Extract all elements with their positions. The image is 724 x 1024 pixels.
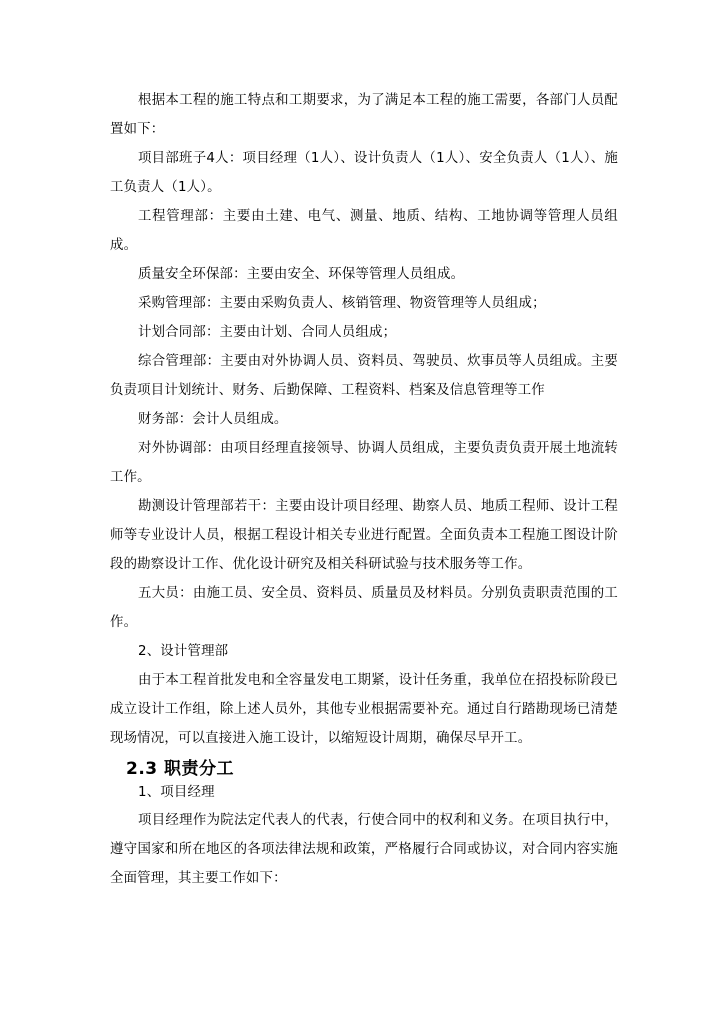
paragraph-project-manager-title: 1、项目经理 [138, 785, 215, 800]
paragraph-general-admin-dept: 综合管理部：主要由对外协调人员、资料员、驾驶员、炊事员等人员组成。主要负责项目计划统计、财务、后勤保障、工程资料、档案及信息管理等工作 [110, 354, 618, 398]
paragraph-five-staff: 五大员：由施工员、安全员、资料员、质量员及材料员。分别负责职责范围的工作。 [110, 586, 618, 630]
paragraph-quality-safety-dept: 质量安全环保部：主要由安全、环保等管理人员组成。 [138, 267, 465, 282]
paragraph-finance-dept: 财务部：会计人员组成。 [138, 412, 288, 427]
paragraph-project-manager-body: 项目经理作为院法定代表人的代表，行使合同中的权利和义务。在项目执行中，遵守国家和所在地区的各项法律法规和政策，严格履行合同或协议，对合同内容实施全面管理，其主要工作如下： [110, 813, 618, 886]
paragraph-project-team: 项目部班子4人：项目经理（1人）、设计负责人（1人）、安全负责人（1人）、施工负责人（1人）。 [110, 151, 618, 195]
section-heading: 2.3 职责分工 [126, 759, 235, 779]
document-page [110, 86, 618, 893]
paragraph-procurement-dept: 采购管理部：主要由采购负责人、核销管理、物资管理等人员组成； [138, 296, 546, 311]
paragraph-planning-contract-dept: 计划合同部：主要由计划、合同人员组成； [138, 325, 397, 340]
paragraph-design-management-body: 由于本工程首批发电和全容量发电工期紧，设计任务重，我单位在招投标阶段已成立设计工作组，除上述人员外，其他专业根据需要补充。通过自行踏勘现场已清楚现场情况，可以直接进入施工设计，以缩短设计周期，确保尽早开工。 [110, 673, 618, 746]
paragraph-staffing-intro: 根据本工程的施工特点和工期要求，为了满足本工程的施工需要，各部门人员配置如下： [110, 93, 618, 137]
paragraph-external-coordination-dept: 对外协调部：由项目经理直接领导、协调人员组成，主要负责负责开展土地流转工作。 [110, 441, 618, 485]
paragraph-engineering-dept: 工程管理部：主要由土建、电气、测量、地质、结构、工地协调等管理人员组成。 [110, 209, 618, 253]
paragraph-design-management-title: 2、设计管理部 [138, 644, 229, 659]
paragraph-survey-design-dept: 勘测设计管理部若干：主要由设计项目经理、勘察人员、地质工程师、设计工程师等专业设计人员，根据工程设计相关专业进行配置。全面负责本工程施工图设计阶段的勘察设计工作、优化设计研究及相关科研试验与技术服务等工作。 [110, 499, 618, 572]
